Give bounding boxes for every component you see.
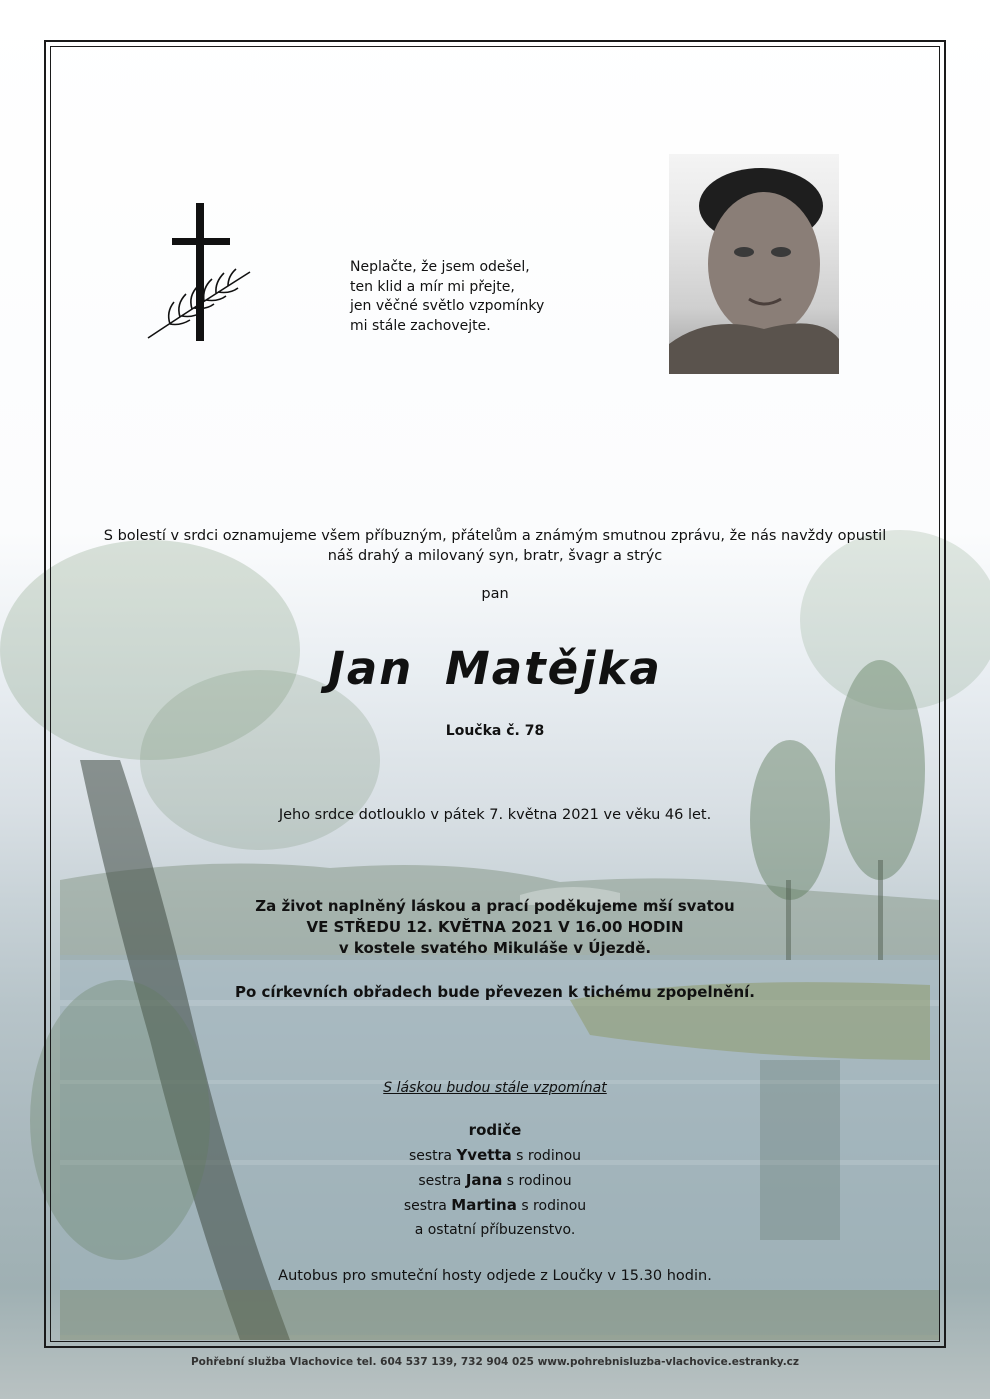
- relative-item: sestra Martina s rodinou: [403, 1196, 587, 1214]
- funeral-line: Za život naplněný láskou a prací poděkujeme mší svatou: [255, 897, 735, 915]
- funeral-service-footer: Pohřební služba Vlachovice tel. 604 537 139, 732 904 025 www.pohrebnisluzba-vlachovice.estranky.cz: [190, 1356, 800, 1368]
- portrait-silhouette: [669, 154, 839, 374]
- memorial-poem: [350, 258, 610, 336]
- address: Loučka č. 78: [445, 723, 545, 739]
- deceased-name: Jan Matějka: [328, 642, 662, 695]
- remember-heading: S láskou budou stále vzpomínat: [383, 1080, 607, 1096]
- relative-parents: rodiče: [468, 1121, 522, 1139]
- relatives-list: [60, 1118, 930, 1242]
- funeral-details: [60, 896, 930, 959]
- announcement-line: S bolestí v srdci oznamujeme všem příbuzným, přátelům a známým smutnou zprávu, že nás navždy opustil: [103, 528, 887, 544]
- cross-icon: [140, 200, 260, 350]
- funeral-date: VE STŘEDU 12. KVĚTNA 2021 V 16.00 HODIN: [306, 918, 684, 936]
- poem-line: Neplačte, že jsem odešel,: [350, 259, 530, 275]
- relative-others: a ostatní příbuzenstvo.: [414, 1222, 576, 1238]
- relative-item: sestra Yvetta s rodinou: [408, 1146, 582, 1164]
- funeral-place: v kostele svatého Mikuláše v Újezdě.: [338, 939, 652, 957]
- portrait-photo: [669, 154, 839, 374]
- bus-notice: Autobus pro smuteční hosty odjede z Loučky v 15.30 hodin.: [278, 1268, 712, 1284]
- cremation-notice: Po církevních obřadech bude převezen k tichému zpopelnění.: [235, 983, 755, 1001]
- poem-line: jen věčné světlo vzpomínky: [350, 298, 545, 314]
- death-notice: Jeho srdce dotlouklo v pátek 7. května 2021 ve věku 46 let.: [278, 807, 712, 823]
- poem-line: ten klid a mír mi přejte,: [350, 278, 515, 295]
- announcement: [60, 526, 930, 566]
- poem-line: mi stále zachovejte.: [350, 317, 491, 334]
- title-prefix: pan: [481, 586, 509, 602]
- relative-item: sestra Jana s rodinou: [418, 1171, 572, 1189]
- announcement-line: náš drahý a milovaný syn, bratr, švagr a strýc: [327, 548, 663, 564]
